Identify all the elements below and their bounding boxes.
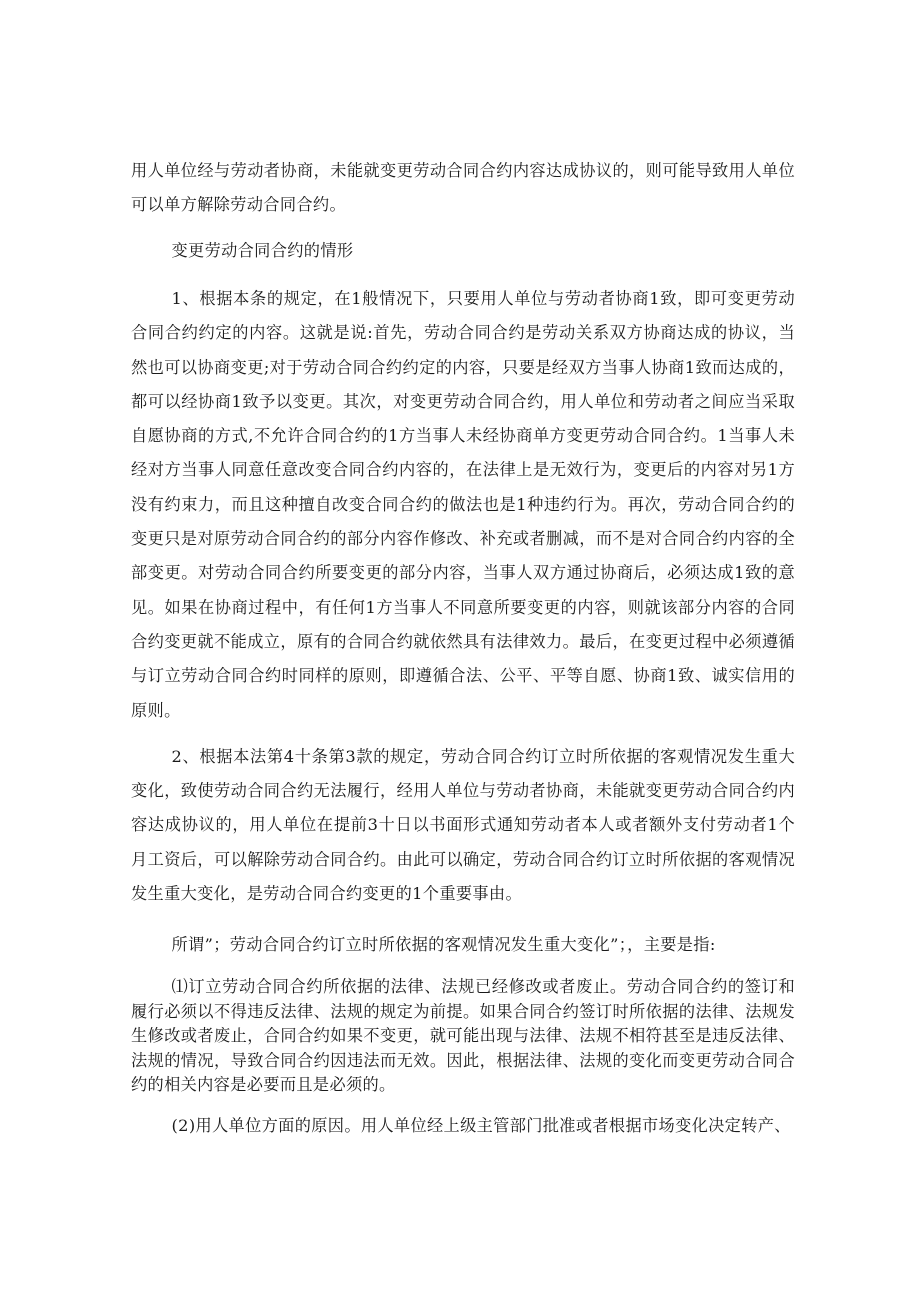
paragraph-item-1-negotiated-change: 1、根据本条的规定，在1般情况下，只要用人单位与劳动者协商1致，即可变更劳动合同合约约定的内容。这就是说:首先，劳动合同合约是劳动关系双方协商达成的协议，当然也可以协商变更;对于劳动合同合约约定的内容，只要是经双方当事人协商1致而达成的，都可以经协商1致予以变更。其次，对变更劳动合同合约，用人单位和劳动者之间应当采取自愿协商的方式,不允许合同合约的1方当事人未经协商单方变更劳动合同合约。1当事人未经对方当事人同意任意改变合同合约内容的，在法律上是无效行为，变更后的内容对另1方没有约束力，而且这种擅自改变合同合约的做法也是1种违约行为。再次，劳动合同合约的变更只是对原劳动合同合约的部分内容作修改、补充或者删减，而不是对合同合约内容的全部变更。对劳动合同合约所要变更的部分内容，当事人双方通过协商后，必须达成1致的意见。如果在协商过程中，有任何1方当事人不同意所要变更的内容，则就该部分内容的合同合约变更就不能成立，原有的合同合约就依然具有法律效力。最后，在变更过程中必须遵循与订立劳动合同合约时同样的原则，即遵循合法、公平、平等自愿、协商1致、诚实信用的原则。 bbox=[131, 289, 795, 720]
document-body bbox=[131, 154, 795, 1138]
paragraph-subitem-2-employer-reasons: (2)用人单位方面的原因。用人单位经上级主管部门批准或者根据市场变化决定转产、 bbox=[171, 1115, 791, 1135]
section-heading-change-situations: 变更劳动合同合约的情形 bbox=[171, 241, 354, 260]
paragraph-item-2-objective-change: 2、根据本法第4十条第3款的规定，劳动合同合约订立时所依据的客观情况发生重大变化，致使劳动合同合约无法履行，经用人单位与劳动者协商，未能就变更劳动合同合约内容达成协议的，用人单位在提前3十日以书面形式通知劳动者本人或者额外支付劳动者1个月工资后，可以解除劳动合同合约。由此可以确定，劳动合同合约订立时所依据的客观情况发生重大变化，是劳动合同合约变更的1个重要事由。 bbox=[131, 746, 795, 904]
paragraph-definition-intro: 所谓”；劳动合同合约订立时所依据的客观情况发生重大变化”；，主要是指: bbox=[171, 935, 716, 955]
paragraph-unilateral-termination: 用人单位经与劳动者协商，未能就变更劳动合同合约内容达成协议的，则可能导致用人单位可以单方解除劳动合同合约。 bbox=[131, 161, 795, 214]
paragraph-subitem-1-laws-changed: ⑴订立劳动合同合约所依据的法律、法规已经修改或者废止。劳动合同合约的签订和履行必须以不得违反法律、法规的规定为前提。如果合同合约签订时所依据的法律、法规发生修改或者废止，合同合约如果不变更，就可能出现与法律、法规不相符甚至是违反法律、法规的情况，导致合同合约因违法而无效。因此，根据法律、法规的变化而变更劳动合同合约的相关内容是必要而且是必须的。 bbox=[131, 977, 795, 1095]
